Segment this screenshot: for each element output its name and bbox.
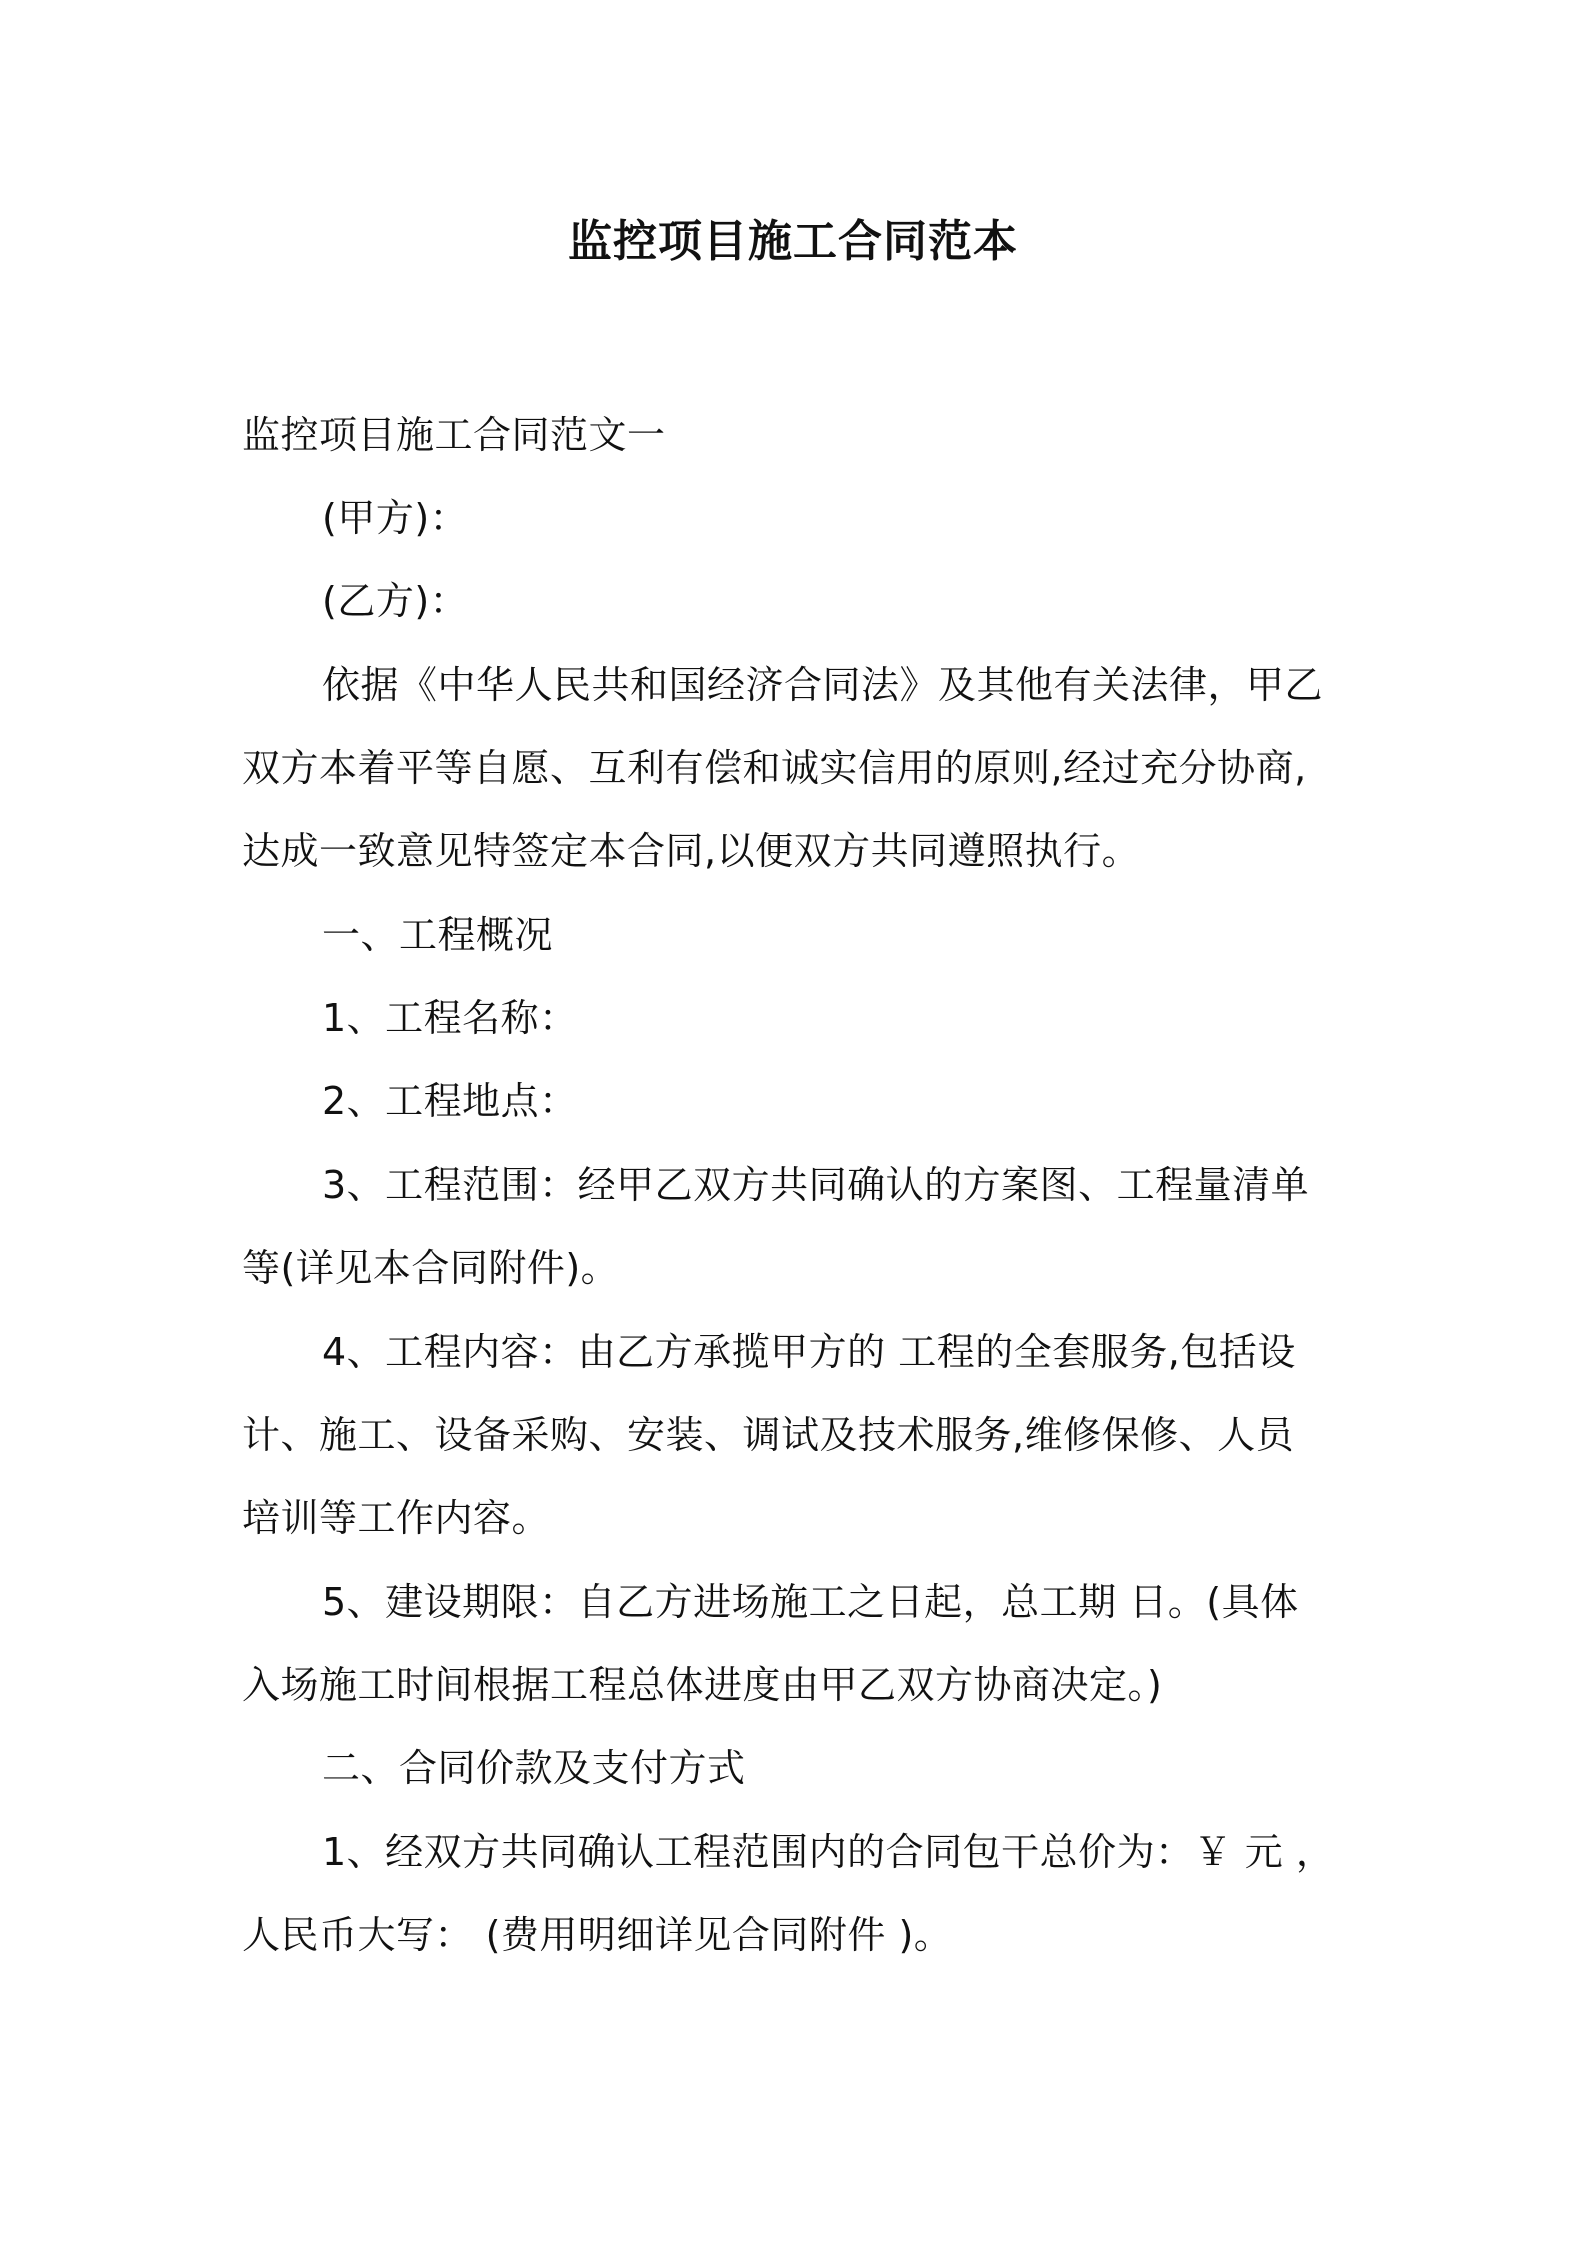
project-content-line-3: 培训等工作内容。 (242, 1496, 551, 1540)
project-scope-line-2: 等(详见本合同附件)。 (242, 1246, 620, 1290)
project-content-line-1: 4、工程内容：由乙方承揽甲方的 工程的全套服务,包括设 (322, 1330, 1296, 1374)
subtitle: 监控项目施工合同范文一 (242, 413, 666, 457)
project-location-line: 2、工程地点： (322, 1079, 578, 1123)
section-heading-2: 二、合同价款及支付方式 (322, 1746, 746, 1790)
contract-price-line-2: 人民币大写： (费用明细详见合同附件 )。 (242, 1913, 953, 1957)
contract-price-line-1: 1、经双方共同确认工程范围内的合同包干总价为：￥ 元 ， (322, 1830, 1335, 1874)
party-a-line: (甲方)： (322, 496, 469, 540)
preamble-line-3: 达成一致意见特签定本合同,以便双方共同遵照执行。 (242, 829, 1141, 873)
section-heading-1: 一、工程概况 (322, 913, 554, 957)
construction-period-line-1: 5、建设期限：自乙方进场施工之日起，总工期 日。(具体 (322, 1580, 1299, 1624)
document-title: 监控项目施工合同范本 (568, 216, 1018, 267)
preamble-line-1: 依据《中华人民共和国经济合同法》及其他有关法律，甲乙 (322, 663, 1324, 707)
project-name-line: 1、工程名称： (322, 996, 578, 1040)
party-b-line: (乙方)： (322, 579, 469, 623)
construction-period-line-2: 入场施工时间根据工程总体进度由甲乙双方协商决定。) (242, 1663, 1163, 1707)
project-scope-line-1: 3、工程范围：经甲乙双方共同确认的方案图、工程量清单 (322, 1163, 1310, 1207)
preamble-line-2: 双方本着平等自愿、互利有偿和诚实信用的原则,经过充分协商, (242, 746, 1307, 790)
project-content-line-2: 计、施工、设备采购、安装、调试及技术服务,维修保修、人员 (242, 1413, 1295, 1457)
